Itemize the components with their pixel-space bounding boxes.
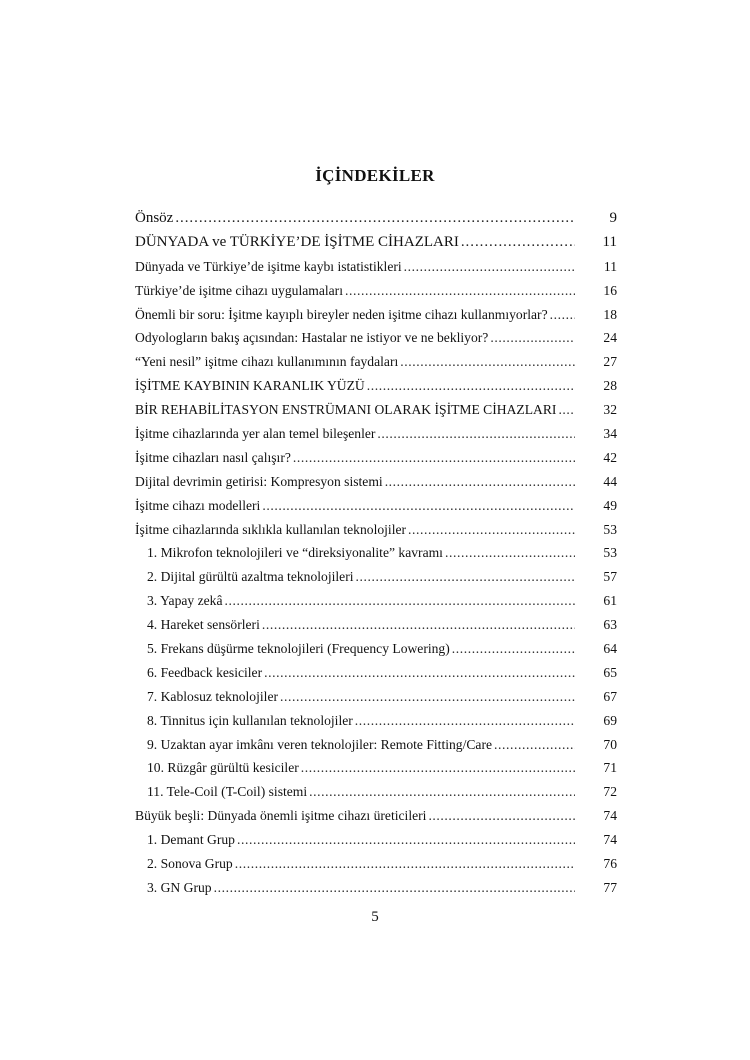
- toc-entry: [135, 852, 617, 876]
- dot-leader: [280, 689, 575, 705]
- toc-entry: [135, 446, 617, 470]
- toc-entry: [135, 685, 617, 709]
- dot-leader: [262, 617, 575, 633]
- toc-entry-page: 44: [603, 473, 617, 489]
- toc-entry: [135, 374, 617, 398]
- toc-entry-title: İŞİTME KAYBININ KARANLIK YÜZÜ: [135, 378, 365, 394]
- toc-entry-page: 53: [603, 521, 617, 537]
- toc-entry: [135, 303, 617, 327]
- toc-entry-page: 49: [603, 497, 617, 513]
- dot-leader: [309, 784, 575, 800]
- dot-leader: [237, 832, 575, 848]
- dot-leader: [356, 569, 576, 585]
- toc-entry-title: Önemli bir soru: İşitme kayıplı bireyler neden işitme cihazı kullanmıyorlar?: [135, 306, 548, 322]
- toc-entry-page: 74: [603, 832, 617, 848]
- dot-leader: [445, 545, 575, 561]
- toc-entry-page: 63: [603, 617, 617, 633]
- toc-entry-page: 28: [603, 378, 617, 394]
- toc-entry: [135, 780, 617, 804]
- toc-entry-page: 18: [603, 306, 617, 322]
- dot-leader: [235, 856, 575, 872]
- toc-entry: [135, 350, 617, 374]
- dot-leader: [452, 641, 575, 657]
- toc-entry-title: Odyologların bakış açısından: Hastalar ne istiyor ve ne bekliyor?: [135, 330, 489, 346]
- toc-entry-page: 9: [609, 210, 617, 227]
- toc-entry-title: İşitme cihazları nasıl çalışır?: [135, 449, 291, 465]
- dot-leader: [494, 737, 575, 753]
- toc-entry: [135, 589, 617, 613]
- toc-entry-title: 10. Rüzgâr gürültü kesiciler: [147, 760, 299, 776]
- dot-leader: [428, 808, 575, 824]
- toc-entry-title: DÜNYADA ve TÜRKİYE’DE İŞİTME CİHAZLARI: [135, 234, 459, 251]
- toc-entry-page: 74: [603, 808, 617, 824]
- toc-entry: [135, 541, 617, 565]
- toc-entry-title: BİR REHABİLİTASYON ENSTRÜMANI OLARAK İŞİTME CİHAZLARI: [135, 402, 557, 418]
- toc-entry-page: 11: [603, 258, 617, 274]
- toc-title: İÇİNDEKİLER: [315, 166, 435, 185]
- dot-leader: [225, 593, 575, 609]
- toc-entry-page: 76: [603, 855, 617, 871]
- toc-entry: [135, 828, 617, 852]
- toc-entry-page: 53: [603, 545, 617, 561]
- toc-entry-title: 9. Uzaktan ayar imkânı veren teknolojiler: Remote Fitting/Care: [147, 736, 493, 752]
- toc-entry: [135, 661, 617, 685]
- toc-entry: [135, 231, 617, 255]
- toc-entry: [135, 733, 617, 757]
- toc-entry-title: Dünyada ve Türkiye’de işitme kaybı istatistikleri: [135, 258, 402, 274]
- toc-entry-page: 70: [603, 736, 617, 752]
- toc-entry: [135, 709, 617, 733]
- toc-entry-title: 1. Demant Grup: [147, 832, 235, 848]
- dot-leader: [175, 210, 575, 227]
- toc-entry-page: 16: [603, 282, 617, 298]
- dot-leader: [461, 234, 575, 251]
- toc-entry-page: 32: [603, 402, 617, 418]
- toc-entry-title: Büyük beşli: Dünyada önemli işitme cihazı üreticileri: [135, 808, 427, 824]
- toc-entry-page: 24: [603, 330, 617, 346]
- toc-entry-page: 57: [603, 569, 617, 585]
- toc-entry-title: 5. Frekans düşürme teknolojileri (Frequency Lowering): [147, 640, 450, 656]
- toc-entry: [135, 518, 617, 542]
- dot-leader: [262, 498, 575, 514]
- toc-entry: [135, 398, 617, 422]
- dot-leader: [400, 354, 575, 370]
- toc-entry: [135, 565, 617, 589]
- toc-entry-page: 71: [603, 760, 617, 776]
- toc-entry-page: 34: [603, 425, 617, 441]
- dot-leader: [301, 760, 575, 776]
- dot-leader: [558, 402, 575, 418]
- toc-entry-title: İşitme cihazlarında sıklıkla kullanılan teknolojiler: [135, 521, 407, 537]
- toc-entry: [135, 422, 617, 446]
- dot-leader: [377, 426, 575, 442]
- dot-leader: [214, 880, 575, 896]
- toc-entry-page: 69: [603, 712, 617, 728]
- dot-leader: [264, 665, 575, 681]
- toc-entry: [135, 637, 617, 661]
- toc-entry-page: 64: [603, 640, 617, 656]
- toc-entry: [135, 207, 617, 231]
- toc-entry-title: 3. Yapay zekâ: [147, 593, 223, 609]
- dot-leader: [408, 522, 575, 538]
- toc-entry-title: 7. Kablosuz teknolojiler: [147, 688, 278, 704]
- toc-entry-title: 11. Tele-Coil (T-Coil) sistemi: [147, 784, 308, 800]
- toc-entry: [135, 255, 617, 279]
- dot-leader: [355, 713, 575, 729]
- dot-leader: [345, 283, 575, 299]
- toc-entry-title: 6. Feedback kesiciler: [147, 664, 263, 680]
- toc-entry-title: 3. GN Grup: [147, 879, 212, 895]
- toc-entry: [135, 494, 617, 518]
- toc-entry-title: İşitme cihazlarında yer alan temel bileşenler: [135, 425, 376, 441]
- toc-entry-page: 42: [603, 449, 617, 465]
- toc-entry-title: “Yeni nesil” işitme cihazı kullanımının faydaları: [135, 354, 399, 370]
- toc-entry-title: Dijital devrimin getirisi: Kompresyon sistemi: [135, 473, 383, 489]
- toc-entry-page: 11: [602, 234, 617, 251]
- toc-entry-title: Önsöz: [135, 210, 174, 227]
- table-of-contents: [135, 207, 617, 900]
- dot-leader: [385, 474, 575, 490]
- toc-entry: [135, 470, 617, 494]
- toc-entry-title: 2. Sonova Grup: [147, 855, 233, 871]
- toc-entry-title: 8. Tinnitus için kullanılan teknolojiler: [147, 712, 353, 728]
- toc-entry: [135, 804, 617, 828]
- toc-entry-title: 4. Hareket sensörleri: [147, 617, 260, 633]
- toc-entry-page: 65: [603, 664, 617, 680]
- toc-entry-page: 67: [603, 688, 617, 704]
- toc-entry: [135, 326, 617, 350]
- toc-entry: [135, 279, 617, 303]
- dot-leader: [490, 330, 575, 346]
- dot-leader: [550, 307, 575, 323]
- toc-entry: [135, 756, 617, 780]
- toc-entry-page: 72: [603, 784, 617, 800]
- toc-entry-title: 1. Mikrofon teknolojileri ve “direksiyonalite” kavramı: [147, 545, 443, 561]
- toc-entry-page: 77: [603, 879, 617, 895]
- toc-entry: [135, 613, 617, 637]
- toc-entry-title: İşitme cihazı modelleri: [135, 497, 261, 513]
- toc-entry-page: 61: [603, 593, 617, 609]
- dot-leader: [293, 450, 575, 466]
- page-number: 5: [371, 909, 379, 925]
- toc-entry-title: 2. Dijital gürültü azaltma teknolojileri: [147, 569, 354, 585]
- toc-entry-page: 27: [603, 354, 617, 370]
- toc-entry-title: Türkiye’de işitme cihazı uygulamaları: [135, 282, 343, 298]
- dot-leader: [367, 378, 575, 394]
- dot-leader: [404, 259, 575, 275]
- toc-entry: [135, 876, 617, 900]
